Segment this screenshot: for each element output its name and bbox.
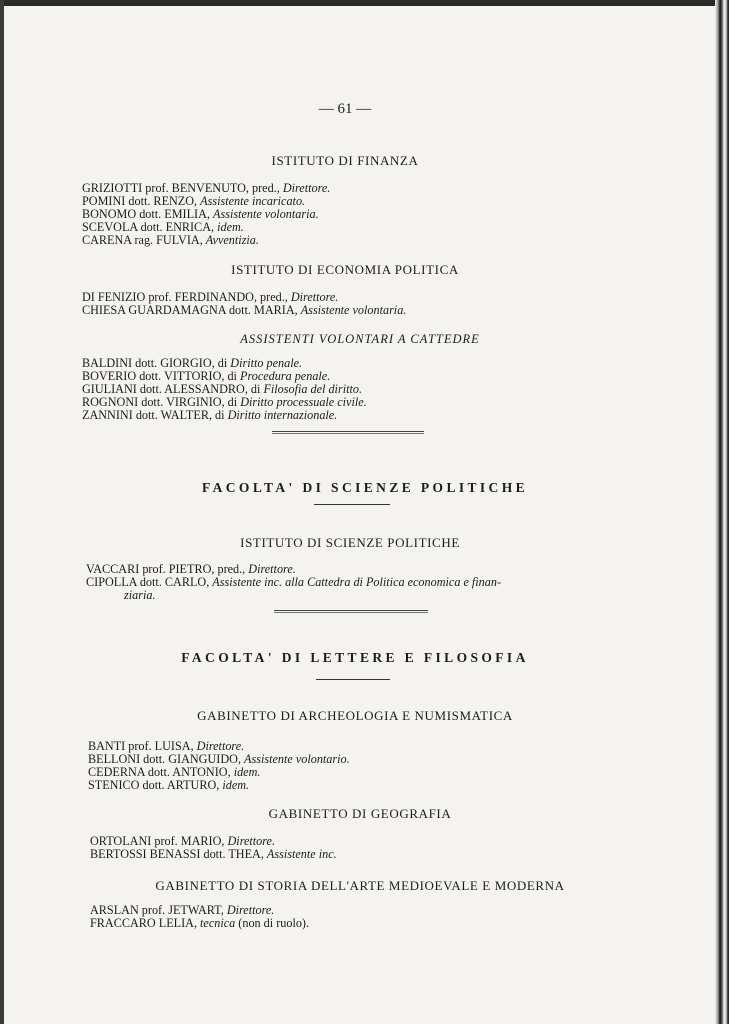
list-item: CARENA rag. FULVIA, Avventizia. bbox=[82, 233, 259, 247]
page-number: — 61 — bbox=[318, 101, 372, 117]
heading-facolta-scienze-politiche: FACOLTA' DI SCIENZE POLITICHE bbox=[201, 480, 529, 495]
entries-istituto-economia-politica bbox=[82, 291, 406, 317]
list-item: SCEVOLA dott. ENRICA, idem. bbox=[82, 220, 244, 234]
heading-gabinetto-geografia: GABINETTO DI GEOGRAFIA bbox=[268, 806, 452, 821]
heading-assistenti-volontari: ASSISTENTI VOLONTARI A CATTEDRE bbox=[240, 332, 480, 346]
list-item: ZANNINI dott. WALTER, di Diritto internazionale. bbox=[82, 408, 338, 422]
list-item: ARSLAN prof. JETWART, Direttore. bbox=[90, 903, 275, 917]
list-item: BOVERIO dott. VITTORIO, di Procedura penale. bbox=[82, 369, 331, 383]
entries-istituto-finanza bbox=[82, 182, 330, 247]
heading-istituto-economia-politica: ISTITUTO DI ECONOMIA POLITICA bbox=[231, 262, 459, 277]
list-item: STENICO dott. ARTURO, idem. bbox=[88, 778, 250, 792]
list-item: CEDERNA dott. ANTONIO, idem. bbox=[88, 765, 261, 779]
scan-binding-edge bbox=[715, 0, 729, 1024]
heading-facolta-lettere-filosofia: FACOLTA' DI LETTERE E FILOSOFIA bbox=[181, 650, 529, 665]
faculty-underline bbox=[314, 504, 390, 505]
scan-left-edge bbox=[0, 0, 4, 1024]
entries-gabinetto-geografia bbox=[90, 835, 337, 861]
list-item: BERTOSSI BENASSI dott. THEA, Assistente inc. bbox=[90, 847, 337, 861]
list-item: BELLONI dott. GIANGUIDO, Assistente volontario. bbox=[88, 752, 350, 766]
list-item: FRACCARO LELIA, tecnica (non di ruolo). bbox=[90, 916, 310, 930]
list-item: GRIZIOTTI prof. BENVENUTO, pred., Direttore. bbox=[82, 181, 331, 195]
list-item: ROGNONI dott. VIRGINIO, di Diritto processuale civile. bbox=[82, 395, 367, 409]
list-item: ORTOLANI prof. MARIO, Direttore. bbox=[90, 834, 275, 848]
list-item: VACCARI prof. PIETRO, pred., Direttore. bbox=[86, 562, 296, 576]
section-divider bbox=[274, 610, 428, 613]
list-item: BALDINI dott. GIORGIO, di Diritto penale. bbox=[82, 356, 303, 370]
list-item: BANTI prof. LUISA, Direttore. bbox=[88, 739, 245, 753]
heading-istituto-scienze-politiche: ISTITUTO DI SCIENZE POLITICHE bbox=[240, 535, 460, 550]
list-item: BONOMO dott. EMILIA, Assistente volontaria. bbox=[82, 207, 319, 221]
list-item: POMINI dott. RENZO, Assistente incaricato. bbox=[82, 194, 306, 208]
scan-top-edge bbox=[0, 0, 729, 6]
section-divider bbox=[272, 431, 424, 434]
entries-assistenti-volontari bbox=[82, 357, 367, 422]
list-item: DI FENIZIO prof. FERDINANDO, pred., Direttore. bbox=[82, 290, 339, 304]
list-item: CHIESA GUARDAMAGNA dott. MARIA, Assistente volontaria. bbox=[82, 303, 407, 317]
heading-gabinetto-storia-arte: GABINETTO DI STORIA DELL'ARTE MEDIOEVALE E MODERNA bbox=[155, 878, 565, 893]
list-item: GIULIANI dott. ALESSANDRO, di Filosofia del diritto. bbox=[82, 382, 362, 396]
entries-istituto-scienze-politiche bbox=[86, 563, 501, 602]
list-item: CIPOLLA dott. CARLO, Assistente inc. alla Cattedra di Politica economica e finan- ziaria. bbox=[86, 575, 502, 602]
heading-istituto-finanza: ISTITUTO DI FINANZA bbox=[271, 153, 419, 168]
entries-gabinetto-storia-arte bbox=[90, 904, 309, 930]
entries-gabinetto-archeologia bbox=[88, 740, 350, 792]
heading-gabinetto-archeologia: GABINETTO DI ARCHEOLOGIA E NUMISMATICA bbox=[197, 708, 513, 723]
faculty-underline bbox=[316, 679, 390, 680]
